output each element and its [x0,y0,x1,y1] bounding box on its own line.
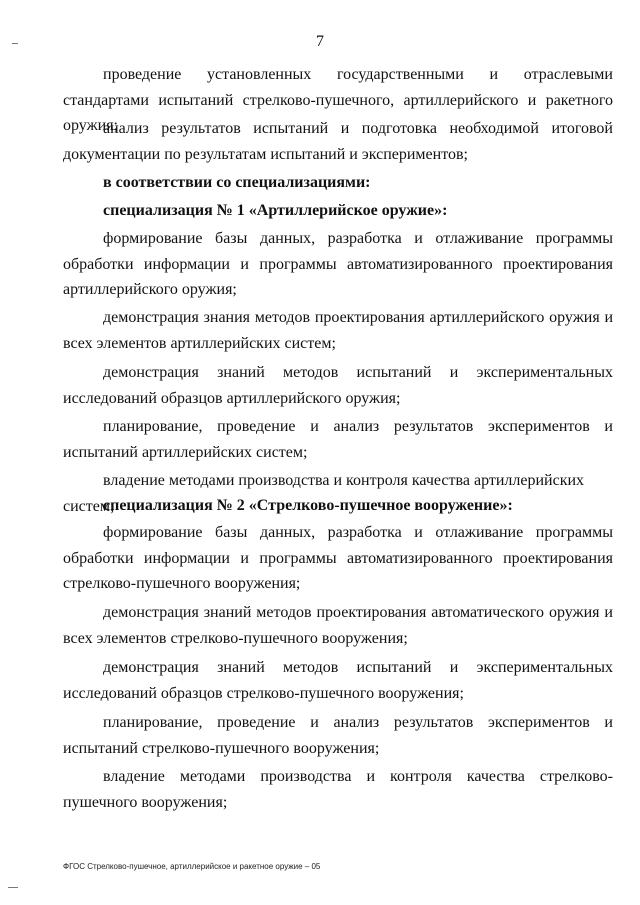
paragraph: владение методами производства и контроля качества артиллерийских систем; [63,472,585,515]
paragraph: владение методами производства и контроля качества стрелково-пушечного вооружения; [63,768,613,811]
paragraph: планирование, проведение и анализ результатов экспериментов и испытаний стрелково-пушечного вооружения; [63,714,613,757]
paragraph: формирование базы данных, разработка и отлаживание программы обработки информации и программы автоматизированного проектирования артиллерийского оружия; [63,230,613,298]
paragraph: демонстрация знаний методов испытаний и экспериментальных исследований образцов артиллерийского оружия; [63,364,613,407]
paragraph: демонстрация знаний методов испытаний и экспериментальных исследований образцов стрелково-пушечного вооружения; [63,659,613,702]
paragraph: демонстрация знаний методов проектирования автоматического оружия и всех элементов стрелково-пушечного вооружения; [63,604,613,647]
page-number: 7 [316,33,324,50]
paragraph: планирование, проведение и анализ результатов экспериментов и испытаний артиллерийских систем; [63,418,613,461]
paragraph: демонстрация знания методов проектирования артиллерийского оружия и всех элементов артиллерийских систем; [63,309,613,352]
paragraph: формирование базы данных, разработка и отлаживание программы обработки информации и программы автоматизированного проектирования стрелково-пушечного вооружения; [63,524,613,592]
paragraph: проведение установленных государственными и отраслевыми стандартами испытаний стрелково-пушечного, артиллерийского и ракетного оружия; [63,66,613,134]
specialization-heading: специализация № 1 «Артиллерийское оружие»: [103,202,448,219]
section-heading: в соответствии со специализациями: [103,174,371,191]
paragraph: анализ результатов испытаний и подготовка необходимой итоговой документации по результатам испытаний и экспериментов; [63,120,613,163]
specialization-heading: специализация № 2 «Стрелково-пушечное вооружение»: [103,497,513,514]
page-footer: ФГОС Стрелково-пушечное, артиллерийское и ракетное оружие – 05 [63,862,321,871]
scan-mark [8,887,18,888]
